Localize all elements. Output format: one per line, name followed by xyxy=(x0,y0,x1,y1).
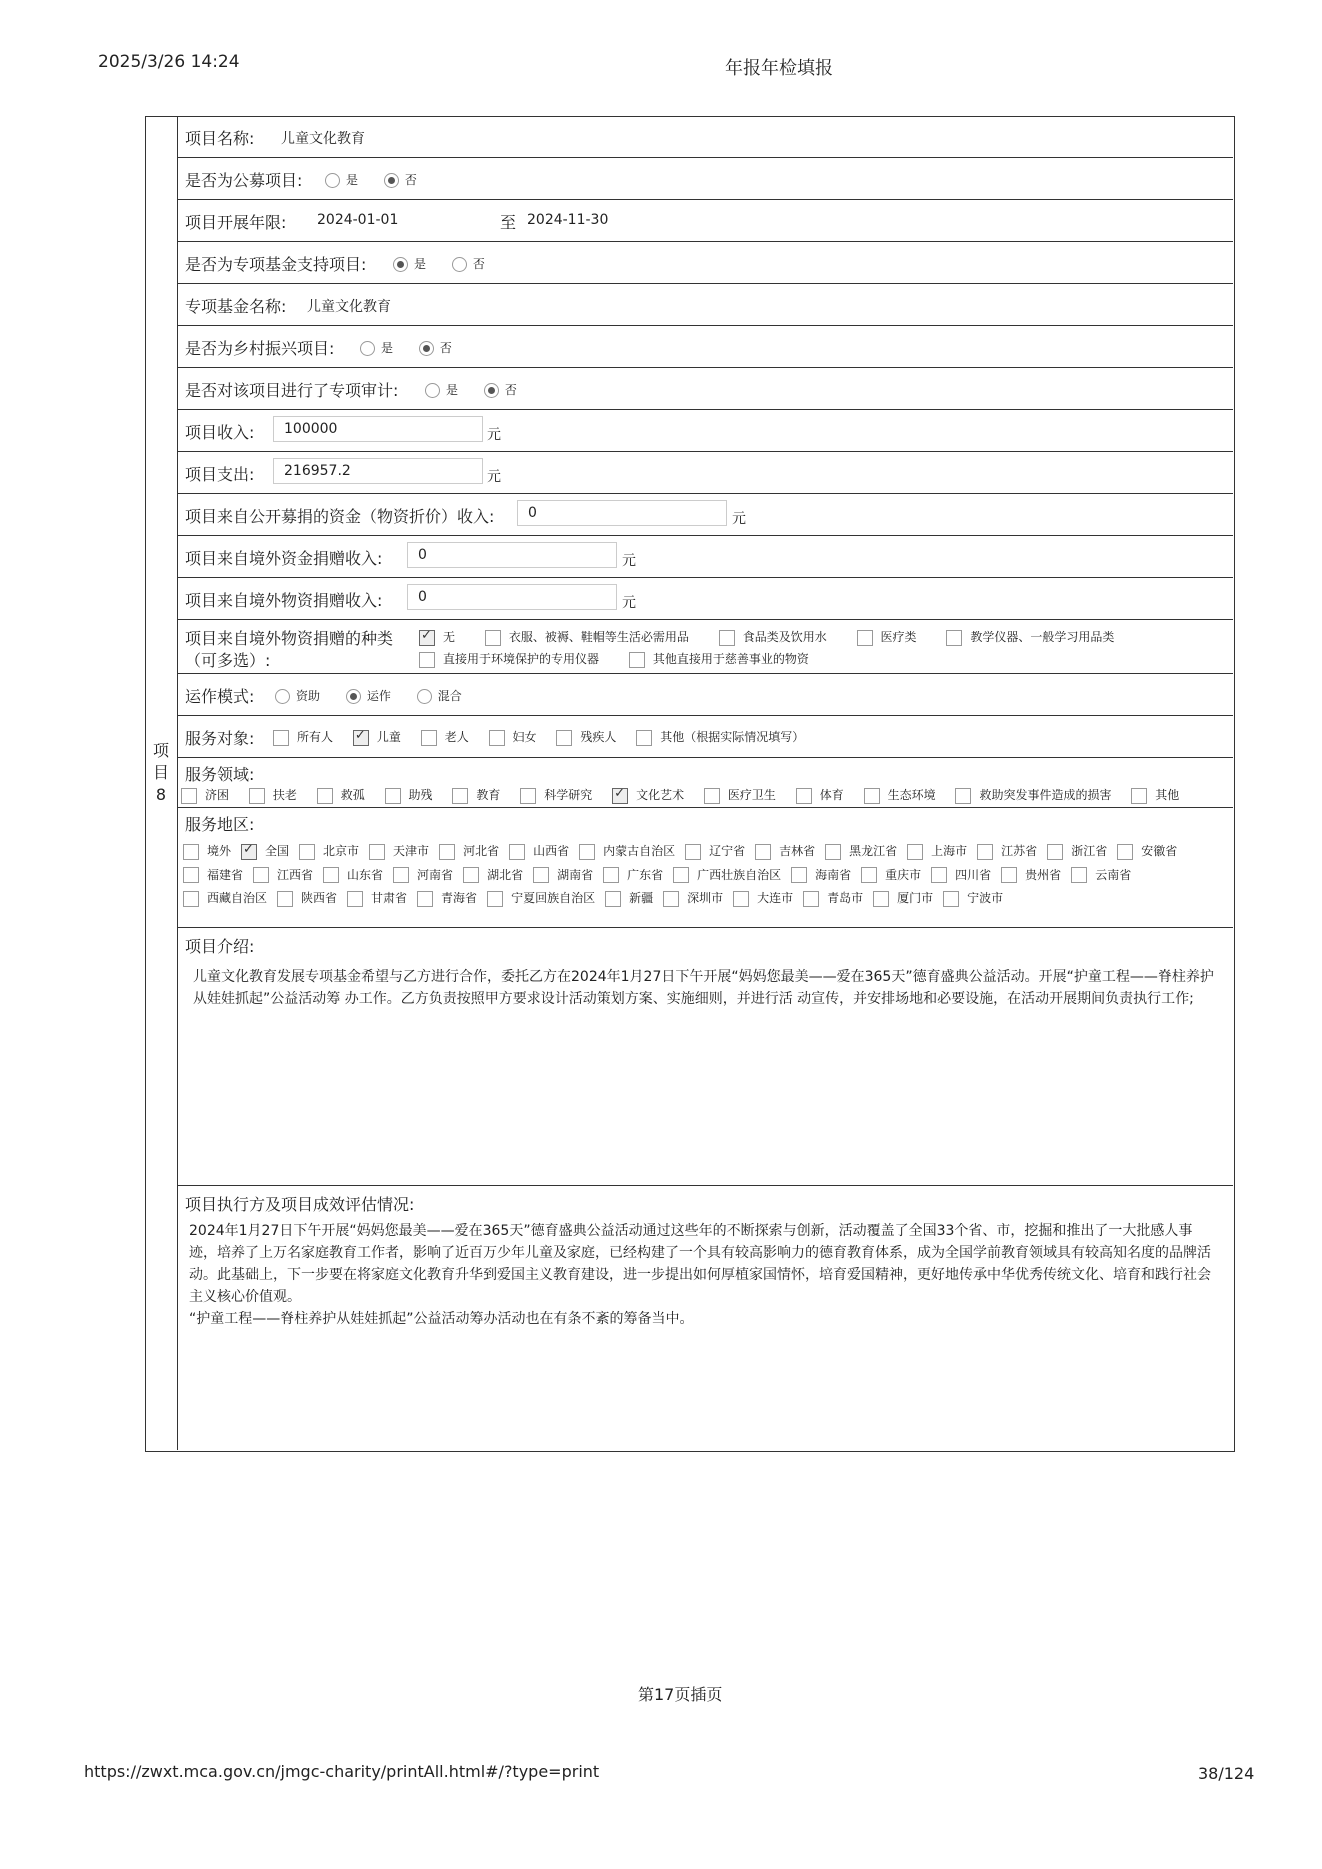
row-fund-name xyxy=(177,284,1233,326)
rural-option-yes[interactable] xyxy=(360,341,393,355)
field-label: 科学研究 xyxy=(544,788,593,802)
region-label: 宁波市 xyxy=(967,891,1004,905)
goods-type-label: 直接用于环境保护的专用仪器 xyxy=(443,652,600,666)
region-item[interactable] xyxy=(931,866,991,884)
print-datetime: 2025/3/26 14:24 xyxy=(98,52,240,72)
targets-label: 服务对象: xyxy=(185,729,255,748)
region-label: 山西省 xyxy=(533,844,570,858)
region-item[interactable] xyxy=(183,889,267,907)
goods-type-item[interactable] xyxy=(719,628,827,646)
radio-circle-selected[interactable] xyxy=(393,257,408,272)
option-label: 否 xyxy=(404,173,417,187)
checkbox[interactable] xyxy=(509,844,525,860)
audit-radio-group xyxy=(425,381,539,398)
checkbox[interactable] xyxy=(1047,844,1063,860)
region-item[interactable] xyxy=(393,866,453,884)
row-special-audit xyxy=(177,368,1233,410)
checkbox[interactable] xyxy=(1117,844,1133,860)
target-item[interactable] xyxy=(421,728,469,746)
region-label: 广西壮族自治区 xyxy=(697,867,782,882)
checkbox[interactable] xyxy=(277,891,293,907)
evaluation-paragraph-1: 2024年1月27日下午开展“妈妈您最美——爱在365天”德育盛典公益活动通过这些年的不断探索与创新，活动覆盖了全国33个省、市，挖掘和推出了一大批感人事迹，培养了上万名家庭教育工作者，影响了近百万少年儿童及家庭，已经构建了一个具有较高影响力的德育教育体系，成为全国学前教育领域具有较高知名度的品牌活动。此基础上，下一步要在将家庭文化教育升华到爱国主义教育建设，进一步提出如何厚植家国情怀，培育爱国精神，更好地传承中华优秀传统文化、培育和践行社会主义核心价值观。 xyxy=(189,1223,1211,1305)
checkbox[interactable] xyxy=(183,844,199,860)
period-start-value: 2024-01-01 xyxy=(317,212,399,228)
option-label: 否 xyxy=(504,383,517,397)
region-item[interactable] xyxy=(603,866,663,884)
row-project-name xyxy=(177,116,1233,158)
expense-input[interactable]: 216957.2 xyxy=(273,458,483,484)
checkbox-checked[interactable] xyxy=(612,788,628,804)
row-rural-revitalization xyxy=(177,326,1233,368)
target-label: 老人 xyxy=(444,730,469,744)
region-item[interactable] xyxy=(487,889,595,907)
region-label: 黑龙江省 xyxy=(849,844,898,858)
region-item[interactable] xyxy=(323,866,383,884)
region-item[interactable] xyxy=(241,842,289,860)
checkbox[interactable] xyxy=(955,788,971,804)
region-label: 云南省 xyxy=(1095,867,1132,882)
period-end-value: 2024-11-30 xyxy=(527,212,609,228)
checkbox-checked[interactable] xyxy=(353,730,369,746)
goods-type-item[interactable] xyxy=(419,628,455,646)
region-item[interactable] xyxy=(907,842,967,860)
operation-label: 运作模式: xyxy=(185,687,255,706)
audit-option-yes[interactable] xyxy=(425,383,458,397)
row-evaluation xyxy=(177,1186,1233,1450)
radio-circle[interactable] xyxy=(452,257,467,272)
checkbox[interactable] xyxy=(861,867,877,883)
option-label: 是 xyxy=(414,257,427,271)
targets-list xyxy=(273,728,810,746)
field-item[interactable] xyxy=(612,786,684,804)
row-service-targets xyxy=(177,716,1233,758)
region-item[interactable] xyxy=(533,866,593,884)
region-item[interactable] xyxy=(183,866,243,884)
checkbox[interactable] xyxy=(183,867,199,883)
region-label: 青岛市 xyxy=(827,891,864,905)
region-label: 陕西省 xyxy=(301,891,338,905)
checkbox[interactable] xyxy=(249,788,265,804)
region-item[interactable] xyxy=(685,842,745,860)
region-item[interactable] xyxy=(755,842,815,860)
region-label: 天津市 xyxy=(393,844,430,858)
field-item[interactable] xyxy=(385,786,433,804)
income-input[interactable]: 100000 xyxy=(273,416,483,442)
field-label: 救助突发事件造成的损害 xyxy=(979,788,1112,802)
radio-circle[interactable] xyxy=(275,689,290,704)
special-fund-option-no[interactable] xyxy=(452,257,485,271)
field-label: 体育 xyxy=(819,788,844,802)
target-item[interactable] xyxy=(489,728,537,746)
region-item[interactable] xyxy=(1001,866,1061,884)
checkbox-checked[interactable] xyxy=(419,630,435,646)
region-item[interactable] xyxy=(663,889,723,907)
row-expense xyxy=(177,452,1233,494)
fields-label: 服务领域: xyxy=(185,765,255,784)
foreign-goods-label: 项目来自境外物资捐赠收入: xyxy=(185,591,383,610)
audit-option-no[interactable] xyxy=(484,383,517,397)
field-item[interactable] xyxy=(1131,786,1179,804)
checkbox[interactable] xyxy=(520,788,536,804)
field-item[interactable] xyxy=(520,786,592,804)
region-label: 厦门市 xyxy=(897,891,934,905)
region-label: 浙江省 xyxy=(1071,844,1108,858)
region-item[interactable] xyxy=(791,866,851,884)
evaluation-paragraph-2: “护童工程——脊柱养护从娃娃抓起”公益活动筹办活动也在有条不紊的筹备当中。 xyxy=(189,1311,694,1327)
row-goods-types xyxy=(177,620,1233,674)
goods-type-label: 食品类及饮用水 xyxy=(742,630,827,644)
row-public-income xyxy=(177,494,1233,536)
radio-circle-selected[interactable] xyxy=(346,689,361,704)
rural-radio-group xyxy=(360,339,474,356)
region-item[interactable] xyxy=(977,842,1037,860)
option-label: 混合 xyxy=(437,689,462,703)
field-label: 医疗卫生 xyxy=(727,788,776,802)
project-period-label: 项目开展年限: xyxy=(185,213,287,232)
field-label: 助残 xyxy=(408,788,433,802)
region-label: 深圳市 xyxy=(687,891,724,905)
foreign-funds-unit: 元 xyxy=(622,553,636,569)
checkbox[interactable] xyxy=(629,652,645,668)
checkbox[interactable] xyxy=(181,788,197,804)
option-label: 是 xyxy=(346,173,359,187)
goods-types-line1 xyxy=(419,628,1120,646)
special-fund-radio-group xyxy=(393,255,507,272)
fields-list xyxy=(181,786,1185,804)
goods-type-item[interactable] xyxy=(857,628,917,646)
public-fundraising-option-yes[interactable] xyxy=(325,173,358,187)
region-label: 安徽省 xyxy=(1141,844,1178,858)
radio-circle[interactable] xyxy=(360,341,375,356)
checkbox[interactable] xyxy=(636,730,652,746)
checkbox[interactable] xyxy=(299,844,315,860)
option-label: 是 xyxy=(446,383,459,397)
checkbox[interactable] xyxy=(253,867,269,883)
field-label: 济困 xyxy=(205,788,230,802)
checkbox[interactable] xyxy=(719,630,735,646)
region-label: 辽宁省 xyxy=(709,844,746,858)
target-label: 儿童 xyxy=(376,730,401,744)
region-item[interactable] xyxy=(873,889,933,907)
target-label: 残疾人 xyxy=(580,730,617,744)
checkbox[interactable] xyxy=(931,867,947,883)
goods-type-label: 衣服、被褥、鞋帽等生活必需用品 xyxy=(508,630,689,644)
checkbox[interactable] xyxy=(907,844,923,860)
foreign-goods-input[interactable]: 0 xyxy=(407,584,617,610)
page-number: 38/124 xyxy=(1198,1764,1255,1783)
region-label: 江苏省 xyxy=(1001,844,1038,858)
public-income-unit: 元 xyxy=(732,511,746,527)
region-label: 上海市 xyxy=(931,844,968,858)
audit-label: 是否对该项目进行了专项审计: xyxy=(185,381,399,400)
region-item[interactable] xyxy=(299,842,359,860)
region-item[interactable] xyxy=(347,889,407,907)
region-label: 湖南省 xyxy=(557,867,594,882)
checkbox[interactable] xyxy=(417,891,433,907)
project-name-label: 项目名称: xyxy=(185,129,255,148)
checkbox[interactable] xyxy=(439,844,455,860)
region-item[interactable] xyxy=(733,889,793,907)
region-label: 西藏自治区 xyxy=(207,891,268,905)
checkbox[interactable] xyxy=(857,630,873,646)
region-item[interactable] xyxy=(277,889,337,907)
region-label: 广东省 xyxy=(627,867,664,882)
region-item[interactable] xyxy=(1047,842,1107,860)
checkbox[interactable] xyxy=(1001,867,1017,883)
region-label: 大连市 xyxy=(757,891,794,905)
row-project-intro xyxy=(177,928,1233,1186)
print-url: https://zwxt.mca.gov.cn/jmgc-charity/printAll.html#/?type=print xyxy=(84,1762,600,1781)
checkbox[interactable] xyxy=(273,730,289,746)
radio-circle[interactable] xyxy=(425,383,440,398)
checkbox[interactable] xyxy=(556,730,572,746)
target-item[interactable] xyxy=(273,728,333,746)
foreign-funds-input[interactable]: 0 xyxy=(407,542,617,568)
checkbox[interactable] xyxy=(489,730,505,746)
field-item[interactable] xyxy=(704,786,776,804)
checkbox[interactable] xyxy=(977,844,993,860)
region-item[interactable] xyxy=(1071,866,1131,884)
operation-radio-group xyxy=(275,687,484,704)
checkbox[interactable] xyxy=(755,844,771,860)
checkbox[interactable] xyxy=(663,891,679,907)
region-item[interactable] xyxy=(439,842,499,860)
checkbox[interactable] xyxy=(183,891,199,907)
rural-option-no[interactable] xyxy=(419,341,452,355)
expense-unit: 元 xyxy=(487,469,501,485)
row-project-period xyxy=(177,200,1233,242)
checkbox[interactable] xyxy=(317,788,333,804)
rural-label: 是否为乡村振兴项目: xyxy=(185,339,335,358)
target-item[interactable] xyxy=(556,728,616,746)
operation-option-operate[interactable] xyxy=(346,689,391,703)
goods-types-line2 xyxy=(419,650,815,668)
region-label: 河北省 xyxy=(463,844,500,858)
evaluation-textarea[interactable] xyxy=(189,1220,1219,1330)
goods-type-item[interactable] xyxy=(419,650,599,668)
checkbox[interactable] xyxy=(873,891,889,907)
target-item[interactable] xyxy=(353,728,401,746)
checkbox[interactable] xyxy=(1071,867,1087,883)
option-label: 资助 xyxy=(296,689,321,703)
region-label: 吉林省 xyxy=(779,844,816,858)
checkbox[interactable] xyxy=(485,630,501,646)
region-label: 新疆 xyxy=(629,891,654,905)
checkbox[interactable] xyxy=(452,788,468,804)
radio-circle-selected[interactable] xyxy=(384,173,399,188)
checkbox[interactable] xyxy=(685,844,701,860)
expense-label: 项目支出: xyxy=(185,465,255,484)
row-service-regions xyxy=(177,808,1233,928)
radio-circle[interactable] xyxy=(325,173,340,188)
radio-circle-selected[interactable] xyxy=(419,341,434,356)
region-label: 河南省 xyxy=(417,867,454,882)
operation-option-fund[interactable] xyxy=(275,689,320,703)
checkbox[interactable] xyxy=(605,891,621,907)
region-label: 宁夏回族自治区 xyxy=(511,891,596,905)
public-fundraising-radio-group xyxy=(325,171,439,188)
region-label: 甘肃省 xyxy=(371,891,408,905)
field-item[interactable] xyxy=(181,786,229,804)
region-label: 湖北省 xyxy=(487,867,524,882)
checkbox[interactable] xyxy=(803,891,819,907)
public-income-label: 项目来自公开募捐的资金（物资折价）收入: xyxy=(185,507,495,526)
special-fund-option-yes[interactable] xyxy=(393,257,426,271)
goods-type-item[interactable] xyxy=(629,650,809,668)
operation-option-mixed[interactable] xyxy=(417,689,462,703)
checkbox[interactable] xyxy=(603,867,619,883)
target-label: 所有人 xyxy=(297,730,334,744)
region-label: 贵州省 xyxy=(1025,867,1062,882)
row-special-fund xyxy=(177,242,1233,284)
goods-type-label: 无 xyxy=(443,630,456,644)
fund-name-label: 专项基金名称: xyxy=(185,297,287,316)
checkbox[interactable] xyxy=(825,844,841,860)
option-label: 运作 xyxy=(366,689,391,703)
field-label: 教育 xyxy=(476,788,501,802)
region-label: 江西省 xyxy=(277,867,314,882)
income-label: 项目收入: xyxy=(185,423,255,442)
regions-list xyxy=(183,842,1223,913)
option-label: 否 xyxy=(439,341,452,355)
goods-type-item[interactable] xyxy=(946,628,1114,646)
field-label: 文化艺术 xyxy=(636,788,685,802)
option-label: 否 xyxy=(472,257,485,271)
checkbox[interactable] xyxy=(463,867,479,883)
goods-type-label: 其他直接用于慈善事业的物资 xyxy=(652,652,809,666)
goods-type-label: 医疗类 xyxy=(880,630,917,644)
field-item[interactable] xyxy=(955,786,1111,804)
checkbox[interactable] xyxy=(791,867,807,883)
region-label: 山东省 xyxy=(347,867,384,882)
radio-circle[interactable] xyxy=(417,689,432,704)
income-unit: 元 xyxy=(487,427,501,443)
intro-textarea[interactable]: 儿童文化教育发展专项基金希望与乙方进行合作，委托乙方在2024年1月27日下午开展“妈妈您最美——爱在365天”德育盛典公益活动。开展“护童工程——脊柱养护从娃娃抓起”公益活动筹 办工作。乙方负责按照甲方要求设计活动策划方案、实施细则，并进行活 动宣传，并安排场地和必要设施，在活动开展期间负责执行工作; xyxy=(193,969,1214,1007)
checkbox[interactable] xyxy=(943,891,959,907)
period-to-label: 至 xyxy=(500,213,517,232)
goods-type-item[interactable] xyxy=(485,628,689,646)
checkbox[interactable] xyxy=(421,730,437,746)
row-foreign-funds xyxy=(177,536,1233,578)
checkbox[interactable] xyxy=(393,867,409,883)
option-label: 是 xyxy=(381,341,394,355)
region-item[interactable] xyxy=(183,842,231,860)
checkbox[interactable] xyxy=(323,867,339,883)
checkbox[interactable] xyxy=(369,844,385,860)
target-label: 其他（根据实际情况填写） xyxy=(660,730,805,744)
goods-types-label: 项目来自境外物资捐赠的种类 xyxy=(185,629,394,648)
region-item[interactable] xyxy=(825,842,897,860)
region-label: 北京市 xyxy=(323,844,360,858)
region-item[interactable] xyxy=(861,866,921,884)
target-label: 妇女 xyxy=(512,730,537,744)
region-label: 内蒙古自治区 xyxy=(603,844,676,858)
region-label: 福建省 xyxy=(207,867,244,882)
insert-page-note: 第17页插页 xyxy=(638,1685,723,1704)
row-foreign-goods xyxy=(177,578,1233,620)
field-item[interactable] xyxy=(864,786,936,804)
region-label: 重庆市 xyxy=(885,867,922,882)
public-income-input[interactable]: 0 xyxy=(517,500,727,526)
checkbox[interactable] xyxy=(419,652,435,668)
region-item[interactable] xyxy=(605,889,653,907)
region-item[interactable] xyxy=(579,842,675,860)
region-item[interactable] xyxy=(803,889,863,907)
fund-name-value: 儿童文化教育 xyxy=(307,299,391,315)
checkbox[interactable] xyxy=(1131,788,1147,804)
radio-circle-selected[interactable] xyxy=(484,383,499,398)
checkbox[interactable] xyxy=(533,867,549,883)
region-item[interactable] xyxy=(369,842,429,860)
checkbox[interactable] xyxy=(704,788,720,804)
checkbox[interactable] xyxy=(673,867,689,883)
public-fundraising-label: 是否为公募项目: xyxy=(185,171,303,190)
field-label: 其他 xyxy=(1155,788,1180,802)
region-label: 青海省 xyxy=(441,891,478,905)
target-item[interactable] xyxy=(636,728,804,746)
field-item[interactable] xyxy=(796,786,844,804)
page-title: 年报年检填报 xyxy=(725,58,833,79)
region-item[interactable] xyxy=(943,889,1003,907)
region-item[interactable] xyxy=(253,866,313,884)
row-operation-mode xyxy=(177,674,1233,716)
goods-type-label: 教学仪器、一般学习用品类 xyxy=(970,630,1115,644)
checkbox[interactable] xyxy=(385,788,401,804)
field-label: 扶老 xyxy=(272,788,297,802)
evaluation-label: 项目执行方及项目成效评估情况: xyxy=(185,1195,415,1214)
region-item[interactable] xyxy=(1117,842,1177,860)
region-item[interactable] xyxy=(673,866,781,884)
goods-types-sublabel: （可多选）: xyxy=(185,651,271,670)
field-label: 救孤 xyxy=(340,788,365,802)
region-label: 四川省 xyxy=(955,867,992,882)
checkbox[interactable] xyxy=(946,630,962,646)
field-item[interactable] xyxy=(249,786,297,804)
checkbox[interactable] xyxy=(733,891,749,907)
checkbox[interactable] xyxy=(487,891,503,907)
checkbox-checked[interactable] xyxy=(241,844,257,860)
region-item[interactable] xyxy=(509,842,569,860)
foreign-funds-label: 项目来自境外资金捐赠收入: xyxy=(185,549,383,568)
special-fund-label: 是否为专项基金支持项目: xyxy=(185,255,367,274)
checkbox[interactable] xyxy=(347,891,363,907)
row-public-fundraising xyxy=(177,158,1233,200)
checkbox[interactable] xyxy=(796,788,812,804)
row-income xyxy=(177,410,1233,452)
regions-label: 服务地区: xyxy=(185,815,255,834)
project-name-value: 儿童文化教育 xyxy=(281,131,365,147)
checkbox[interactable] xyxy=(579,844,595,860)
row-service-fields xyxy=(177,758,1233,808)
field-item[interactable] xyxy=(317,786,365,804)
checkbox[interactable] xyxy=(864,788,880,804)
region-label: 海南省 xyxy=(815,867,852,882)
region-label: 境外 xyxy=(207,844,232,858)
intro-label: 项目介绍: xyxy=(185,937,255,956)
foreign-goods-unit: 元 xyxy=(622,595,636,611)
field-item[interactable] xyxy=(452,786,500,804)
public-fundraising-option-no[interactable] xyxy=(384,173,417,187)
region-label: 全国 xyxy=(265,844,290,858)
region-item[interactable] xyxy=(417,889,477,907)
field-label: 生态环境 xyxy=(887,788,936,802)
project-index-label: 项目8 xyxy=(152,741,169,804)
region-item[interactable] xyxy=(463,866,523,884)
